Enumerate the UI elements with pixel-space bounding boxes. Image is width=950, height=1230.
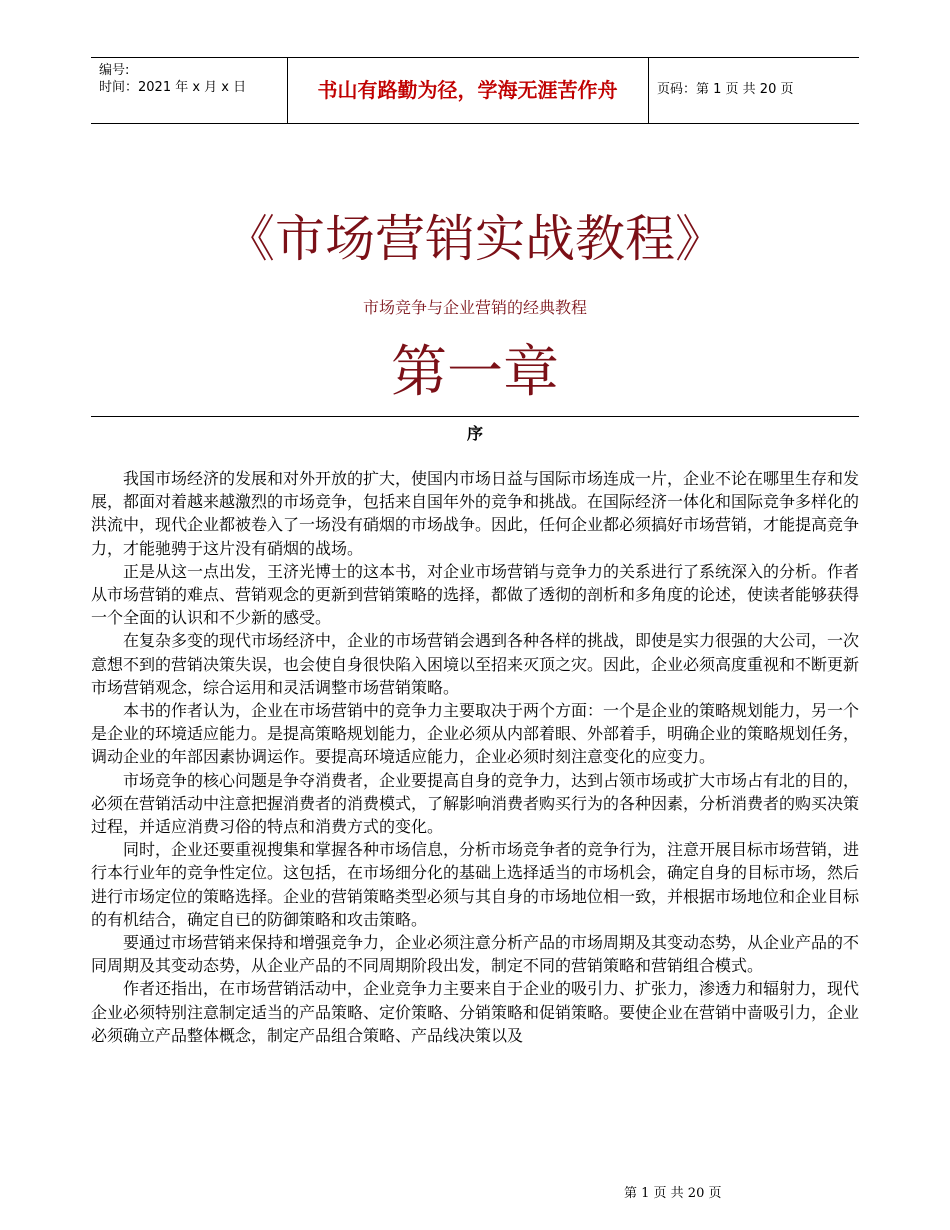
page-footer: 第 1 页 共 20 页 [624, 1186, 722, 1201]
page-header [91, 57, 859, 124]
header-page-info: 页码：第 1 页 共 20 页 [657, 82, 794, 97]
document-subtitle: 市场竞争与企业营销的经典教程 [362, 298, 587, 317]
paragraph: 同时，企业还要重视搜集和掌握各种市场信息，分析市场竞争者的竞争行为，注意开展目标市场营销，进行本行业年的竞争性定位。这包括，在市场细分化的基础上选择适当的市场机会，确定自身的目标市场，然后进行市场定位的策略选择。企业的营销策略类型必须与其自身的市场地位相一致，并根据市场地位和企业目标的有机结合，确定自已的防御策略和攻击策略。 [91, 840, 860, 929]
document-date: 时间：2021 年 x 月 x 日 [99, 80, 247, 95]
paragraph: 要通过市场营销来保持和增强竞争力，企业必须注意分析产品的市场周期及其变动态势，从企业产品的不同周期及其变动态势，从企业产品的不同周期阶段出发，制定不同的营销策略和营销组合模式。 [91, 933, 860, 976]
paragraph: 我国市场经济的发展和对外开放的扩大，使国内市场日益与国际市场连成一片，企业不论在哪里生存和发展，都面对着越来越激烈的市场竞争，包括来自国年外的竞争和挑战。在国际经济一体化和国际竞争多样化的洪流中，现代企业都被卷入了一场没有硝烟的市场战争。因此，任何企业都必须搞好市场营销，才能提高竞争力，才能驰骋于这片没有硝烟的战场。 [91, 469, 860, 558]
header-meta [99, 62, 285, 96]
section-rule [91, 416, 859, 417]
chapter-heading: 第一章 [391, 340, 559, 405]
header-divider [648, 58, 649, 123]
paragraph: 市场竞争的核心问题是争夺消费者，企业要提高自身的竞争力，达到占领市场或扩大市场占有北的目的，必须在营销活动中注意把握消费者的消费模式，了解影响消费者购买行为的各种因素，分析消费者的购买决策过程，并适应消费习俗的特点和消费方式的变化。 [91, 770, 860, 837]
paragraph: 在复杂多变的现代市场经济中，企业的市场营销会遇到各种各样的挑战，即使是实力很强的大公司，一次意想不到的营销决策失误，也会使自身很快陷入困境以至招来灭顶之灾。因此，企业必须高度重视和不断更新市场营销观念，综合运用和灵活调整市场营销策略。 [91, 631, 860, 697]
paragraph: 本书的作者认为，企业在市场营销中的竞争力主要取决于两个方面：一个是企业的策略规划能力，另一个是企业的环境适应能力。是提高策略规划能力，企业必须从内部着眼、外部着手，明确企业的策略规划任务，调动企业的年部因素协调运作。要提高环境适应能力，企业必须时刻注意变化的应变力。 [91, 701, 860, 767]
header-motto: 书山有路勤为径，学海无涯苦作舟 [317, 78, 618, 102]
section-heading: 序 [466, 424, 483, 443]
body-text [91, 467, 859, 1047]
document-number-label: 编号: [99, 63, 130, 78]
paragraph: 正是从这一点出发，王济光博士的这本书，对企业市场营销与竞争力的关系进行了系统深入的分析。作者从市场营销的难点、营销观念的更新到营销策略的选择，都做了透彻的剖析和多角度的论述，使读者能够获得一个全面的认识和不少新的感受。 [91, 561, 860, 628]
paragraph: 作者还指出，在市场营销活动中，企业竞争力主要来自于企业的吸引力、扩张力，渗透力和辐射力，现代企业必须特别注意制定适当的产品策略、定价策略、分销策略和促销策略。要使企业在营销中啬吸引力，企业必须确立产品整体概念，制定产品组合策略、产品线决策以及 [91, 979, 860, 1045]
document-title: 《市场营销实战教程》 [225, 210, 725, 268]
